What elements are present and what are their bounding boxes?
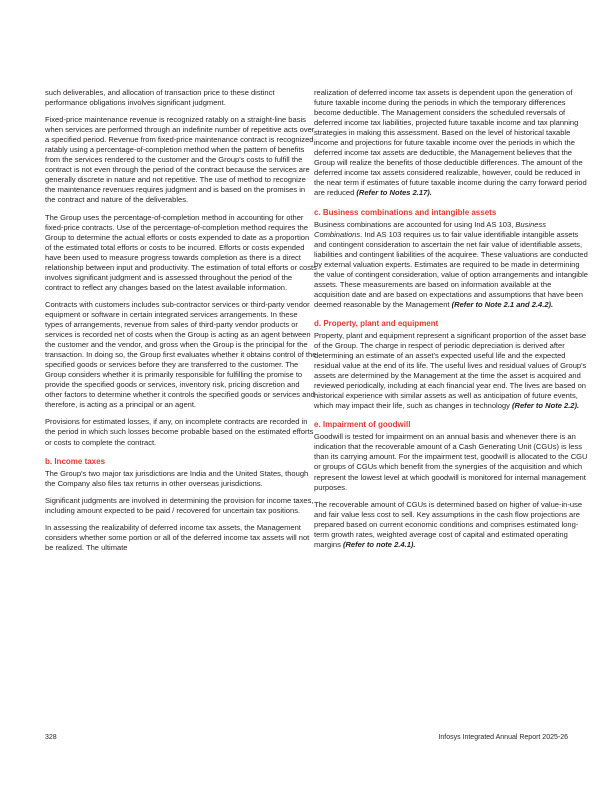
note-reference: (Refer to Notes 2.17). bbox=[356, 188, 432, 198]
paragraph-text: Business combinations are accounted for using Ind AS 103, bbox=[314, 219, 514, 229]
left-column bbox=[45, 88, 317, 560]
paragraph bbox=[314, 331, 589, 411]
paragraph: such deliverables, and allocation of transaction price to these distinct performance obligations involves significant judgment. bbox=[45, 88, 275, 108]
paragraph: Significant judgments are involved in determining the provision for income taxes, including amount expected to be paid / recovered for uncertain tax positions. bbox=[45, 495, 314, 515]
paragraph bbox=[314, 220, 589, 310]
note-reference: (Refer to Note 2.1 and 2.4.2). bbox=[451, 299, 554, 309]
paragraph: Contracts with customers includes sub-contractor services or third-party vendor equipment or software in certain integrated services arrangements. In these types of arrangements, revenue from sales of third-party vendor products or services is recorded net of costs when the Group is acting as an agent between the customer and the vendor, and gross when the Group is the principal for the transaction. In doing so, the Group first evaluates whether it obtains control of the specified goods or services before they are transferred to the customer. The Group considers whether it is primarily responsible for fulfilling the promise to provide the specified goods or services, inventory risk, pricing discretion and other factors to determine whether it controls the specified goods or services and therefore, is acting as a principal or an agent. bbox=[45, 299, 317, 410]
paragraph: Fixed-price maintenance revenue is recognized ratably on a straight-line basis when services are performed through an indefinite number of repetitive acts over a specified period. Revenue from fixed-price maintenance contract is recognized ratably using a percentage-of-completion method when the pattern of benefits from the services rendered to the customer and the Group's costs to fulfill the contract is not even through the period of the contract because the services are generally discrete in nature and not repetitive. The use of method to recognize the maintenance revenues requires judgment and is based on the promises in the contract and nature of the deliverables. bbox=[45, 115, 315, 205]
paragraph: Goodwill is tested for impairment on an annual basis and whenever there is an indication that the recoverable amount of a Cash Generating Unit (CGUs) is less than its carrying amount. For the impairment test, goodwill is allocated to the CGU or groups of CGUs which benefit from the synergies of the acquisition and which represent the lowest level at which goodwill is monitored for internal management purposes. bbox=[314, 432, 588, 492]
section-heading-business-combinations: c. Business combinations and intangible assets bbox=[314, 207, 497, 217]
paragraph: In assessing the realizability of deferred income tax assets, the Management considers whether some portion or all of the deferred income tax assets will not be realized. The ultimate bbox=[45, 522, 310, 552]
standard-name: Business Combinations bbox=[314, 219, 547, 239]
section-heading-income-taxes: b. Income taxes bbox=[45, 456, 106, 466]
paragraph: The Group uses the percentage-of-completion method in accounting for other fixed-price contracts. Use of the percentage-of-completion method requires the Group to determine the actual efforts or costs expended to date as a proportion of the estimated total efforts or costs to be incurred. Efforts or costs expended have been used to measure progress towards completion as there is a direct relationship between input and productivity. The estimation of total efforts or costs involves significant judgment and is assessed throughout the period of the contract to reflect any changes based on the latest available information. bbox=[45, 212, 317, 292]
paragraph-text: The recoverable amount of CGUs is determined based on higher of value-in-use and fair value less cost to sell. Key assumptions in the cash flow projections are prepared based on current economic conditions and comprises estimated long-term growth rates, weighted average cost of capital and estimated operating margins bbox=[314, 499, 583, 549]
paragraph: Provisions for estimated losses, if any, on incomplete contracts are recorded in the period in which such losses become probable based on the estimated efforts or costs to complete the contract. bbox=[45, 417, 314, 447]
section-heading-property-plant-equipment: d. Property, plant and equipment bbox=[314, 318, 439, 328]
note-reference: (Refer to Note 2.2). bbox=[512, 401, 580, 411]
paragraph bbox=[314, 500, 589, 550]
paragraph bbox=[314, 88, 589, 199]
report-title: Infosys Integrated Annual Report 2025-26 bbox=[438, 734, 568, 741]
paragraph: The Group's two major tax jurisdictions are India and the United States, though the Company also files tax returns in other overseas jurisdictions. bbox=[45, 468, 309, 488]
page-number: 328 bbox=[45, 734, 57, 741]
note-reference: (Refer to note 2.4.1). bbox=[342, 539, 416, 549]
right-column bbox=[314, 88, 589, 557]
paragraph-text: realization of deferred income tax assets is dependent upon the generation of future taxable income during the periods in which the temporary differences become deductible. The Management considers the scheduled reversals of deferred income tax liabilities, projected future taxable income and tax planning strategies in making this assessment. Based on the level of historical taxable income and projections for future taxable income over the periods in which the deferred income tax assets are deductible, the Management believes that the Group will realize the benefits of those deductible differences. The amount of the deferred income tax assets considered realizable, however, could be reduced in the near term if estimates of future taxable income during the carry forward period are reduced bbox=[314, 88, 587, 198]
section-heading-impairment-goodwill: e. Impairment of goodwill bbox=[314, 420, 411, 430]
paragraph-text: Property, plant and equipment represent a significant proportion of the asset base of the Group. The charge in respect of periodic depreciation is derived after determining an estimate of an asset's expected useful life and the expected residual value at the end of its life. The useful lives and residual values of Group's assets are determined by the Management at the time the asset is acquired and reviewed periodically, including at each financial year end. The lives are based on historical experience with similar assets as well as anticipation of future events, which may impact their life, such as changes in technology bbox=[314, 330, 587, 411]
paragraph-text: . Ind AS 103 requires us to fair value identifiable intangible assets and contingent consideration to ascertain the net fair value of identifiable assets, liabilities and contingent liabilities of the acquiree. These valuations are conducted by external valuation experts. Estimates are required to be made in determining the value of contingent consideration, value of option arrangements and intangible assets. These measurements are based on information available at the acquisition date and are based on expectations and assumptions that have been deemed reasonable by the Management bbox=[314, 229, 588, 309]
